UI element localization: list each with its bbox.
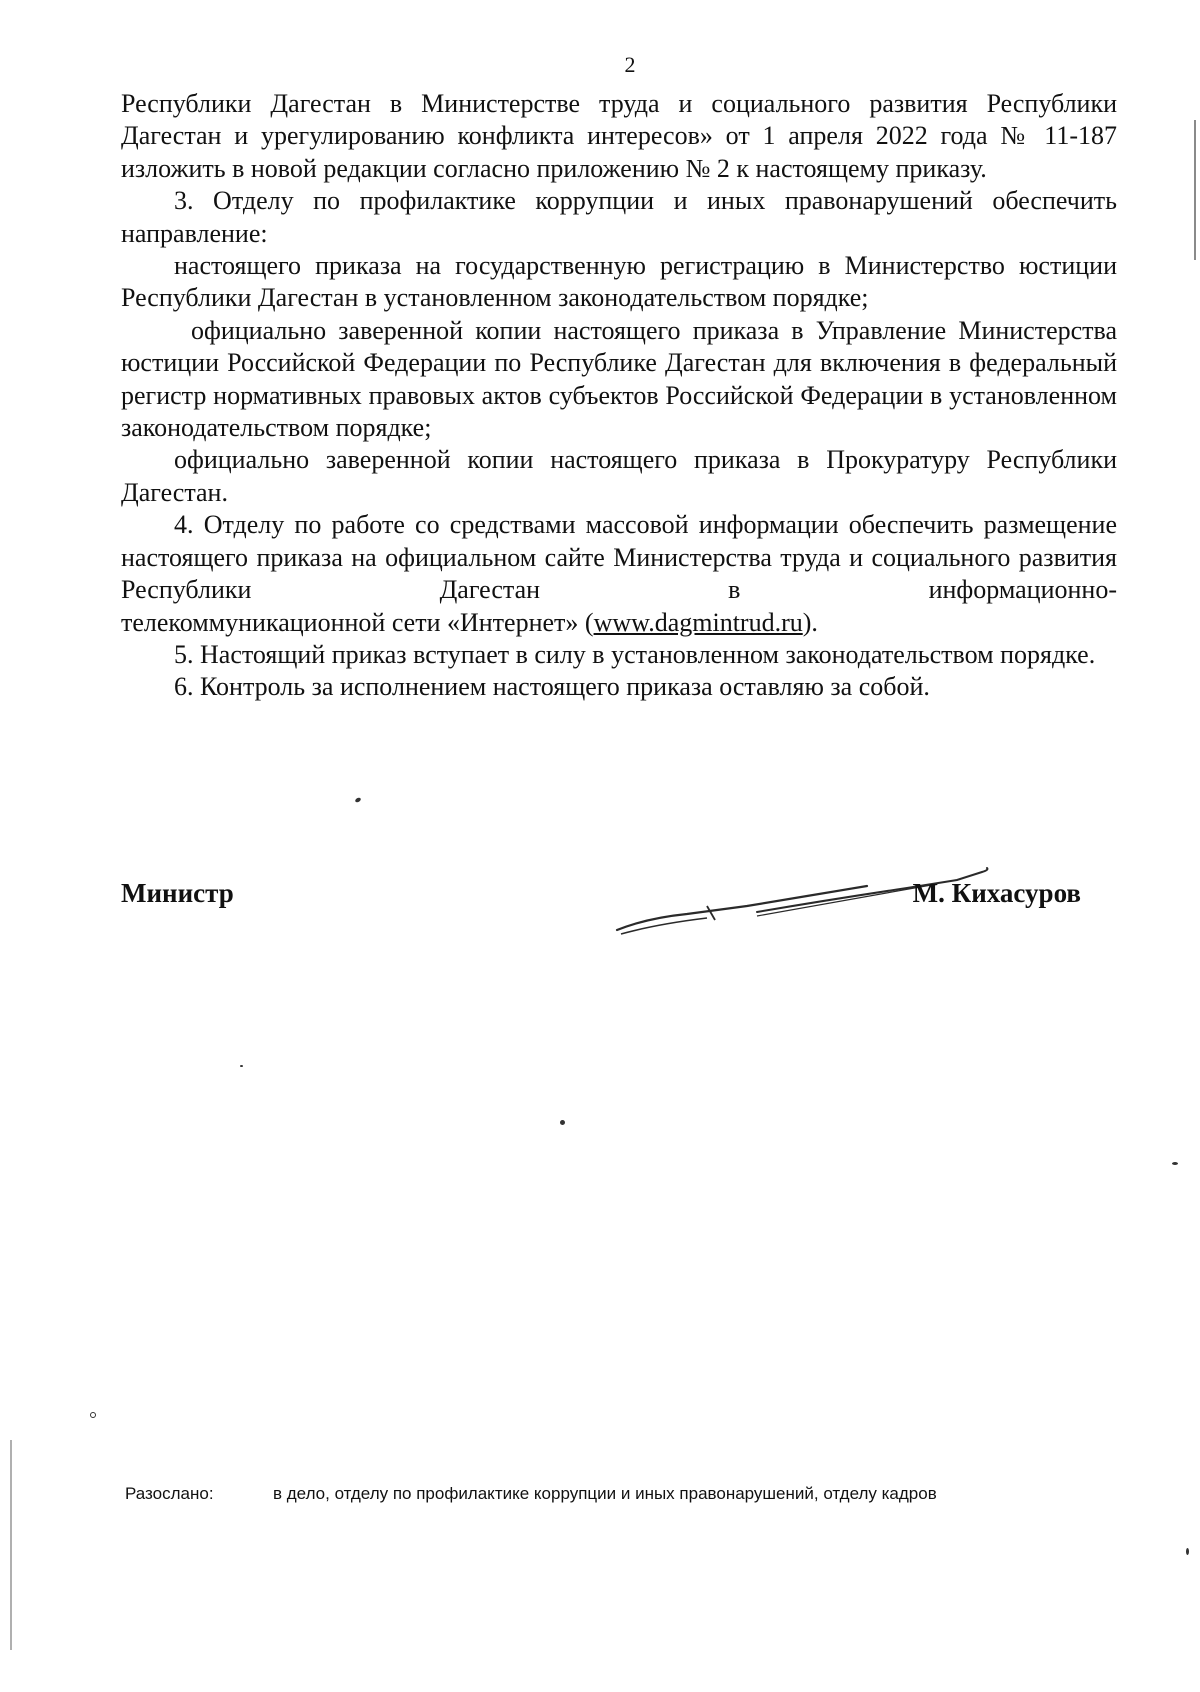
scan-speck: [90, 1412, 96, 1418]
item-3-intro: 3. Отделу по профилактике коррупции и иных правонарушений обеспечить направление:: [121, 186, 1117, 248]
page-number: 2: [624, 52, 636, 77]
item-4-paragraph: 4. Отделу по работе со средствами массовой информации обеспечить размещение настоящего приказа на официальном сайте Министерства труда и социального развития Республики Дагестан в информационно-: [121, 510, 1117, 605]
scan-speck: [560, 1120, 565, 1125]
item-4-text: телекоммуникационной сети «Интернет» (: [121, 607, 594, 637]
item-5-paragraph: 5. Настоящий приказ вступает в силу в установленном законодательством порядке.: [174, 639, 1096, 669]
scan-speck: [1186, 1548, 1189, 1555]
item-3-sub-registration: настоящего приказа на государственную регистрацию в Министерство юстиции Республики Дагестан в установленном законодательством порядке;: [121, 251, 1117, 313]
item-4-close: ).: [802, 607, 818, 637]
item-6-paragraph: 6. Контроль за исполнением настоящего приказа оставляю за собой.: [174, 672, 930, 702]
distribution-label: Разослано:: [125, 1484, 214, 1503]
website-link[interactable]: www.dagmintrud.ru: [593, 607, 803, 637]
edge-line: [10, 1440, 12, 1650]
distribution-recipients: в дело, отделу по профилактике коррупции и иных правонарушений, отделу кадров: [273, 1484, 937, 1503]
scan-speck: [354, 797, 361, 803]
scan-speck: [1172, 1162, 1178, 1165]
edge-line: [1194, 120, 1196, 260]
distribution-list: [125, 1484, 1105, 1504]
signer-role: Министр: [121, 878, 234, 908]
signer-name: М. Кихасуров: [912, 878, 1081, 908]
item-3-sub-federal-register: официально заверенной копии настоящего приказа в Управление Министерства юстиции Российской Федерации по Республике Дагестан для включения в федеральный регистр нормативных правовых актов субъектов Российской Федерации в установленном законодательством порядке;: [121, 315, 1117, 443]
document-body: [121, 88, 1117, 704]
item-4-continuation: [121, 607, 1117, 639]
scan-speck: [240, 1065, 243, 1067]
signature-block: [121, 870, 1081, 950]
continuation-paragraph: Республики Дагестан в Министерстве труда и социального развития Республики Дагестан и урегулированию конфликта интересов» от 1 апреля 2022 года № 11-187 изложить в новой редакции согласно приложению № 2 к настоящему приказу.: [121, 89, 1117, 183]
item-3-sub-prosecutor: официально заверенной копии настоящего приказа в Прокуратуру Республики Дагестан.: [121, 445, 1117, 507]
